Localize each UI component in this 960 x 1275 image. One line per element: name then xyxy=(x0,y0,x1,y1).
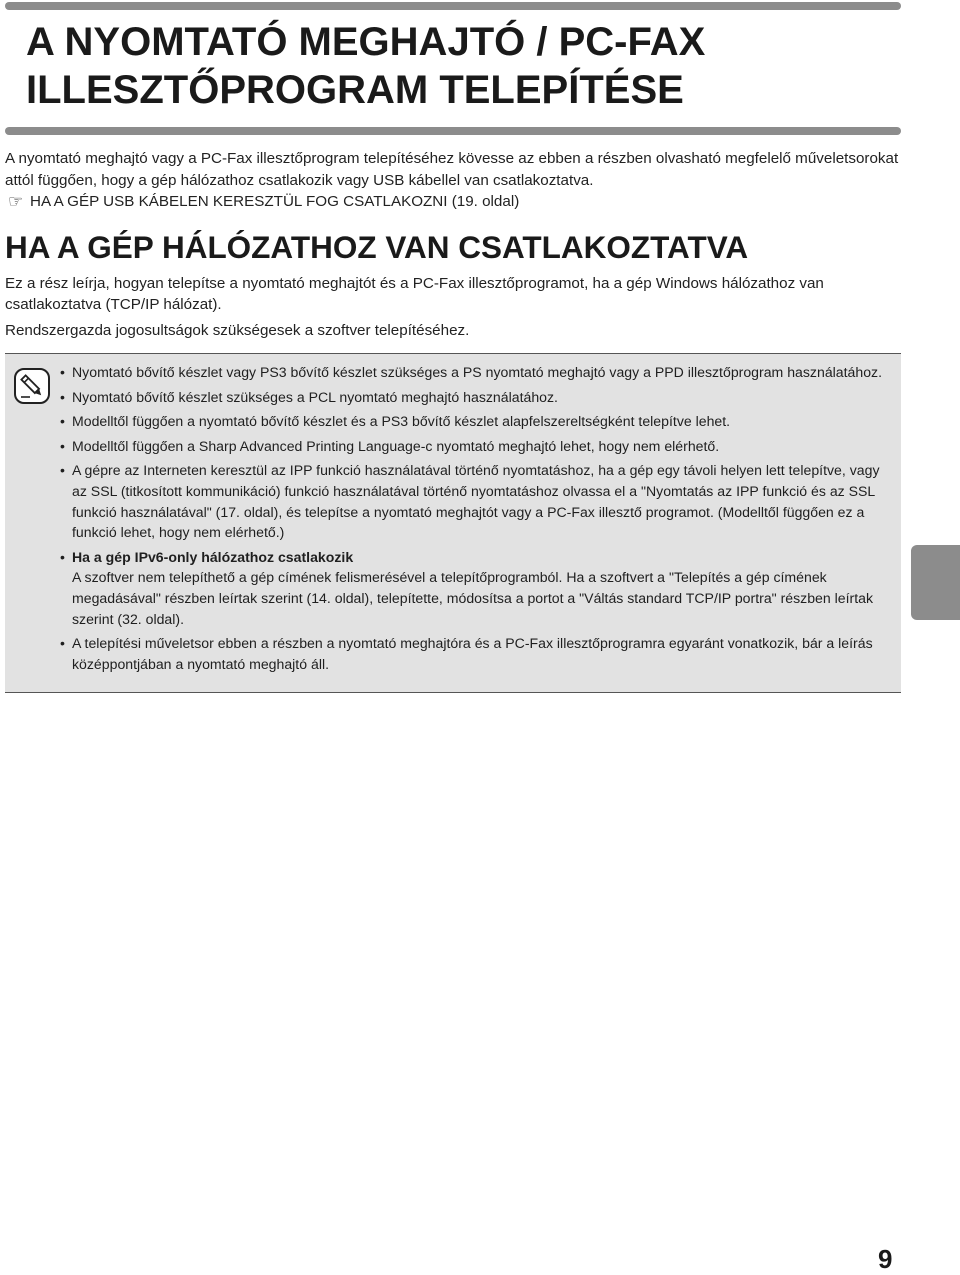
note-item xyxy=(60,547,895,629)
note-pencil-icon xyxy=(14,368,50,404)
note-item xyxy=(60,362,895,383)
page-title-line-2: ILLESZTŐPROGRAM TELEPÍTÉSE xyxy=(26,68,684,112)
bullet: • xyxy=(60,388,65,405)
note-item xyxy=(60,633,895,674)
note-item-text: Nyomtató bővítő készlet szükséges a PCL nyomtató meghajtó használatához. xyxy=(72,388,558,405)
note-item-text: Modelltől függően a nyomtató bővítő készlet és a PS3 bővítő készlet alapfelszereltségként telepítve lehet. xyxy=(72,413,731,430)
page-title-line-1: A NYOMTATÓ MEGHAJTÓ / PC-FAX xyxy=(26,20,706,64)
intro-paragraph: A nyomtató meghajtó vagy a PC-Fax illesztőprogram telepítéséhez kövesse az ebben a részben olvasható megfelelő műveletsorokat attól függően, hogy a gép hálózathoz csatlakozik vagy USB kábellel van csatlakoztatva. xyxy=(5,150,899,189)
cross-reference[interactable] xyxy=(5,191,900,213)
cross-reference-text[interactable]: HA A GÉP USB KÁBELEN KERESZTÜL FOG CSATLAKOZNI (19. oldal) xyxy=(30,193,520,210)
bullet: • xyxy=(60,548,65,565)
bullet: • xyxy=(60,635,65,652)
bullet: • xyxy=(60,437,65,454)
page-title xyxy=(26,18,705,114)
bullet: • xyxy=(60,462,65,479)
note-item xyxy=(60,387,895,408)
section-body xyxy=(5,274,900,348)
page-number: 9 xyxy=(878,1244,893,1274)
bullet: • xyxy=(60,364,65,380)
section-title: HA A GÉP HÁLÓZATHOZ VAN CSATLAKOZTATVA xyxy=(5,229,749,265)
intro-block xyxy=(5,148,900,213)
note-item-heading: Ha a gép IPv6-only hálózathoz csatlakozik xyxy=(72,548,354,565)
title-underline-rule xyxy=(5,127,901,135)
note-item xyxy=(60,436,895,457)
note-item xyxy=(60,460,895,542)
note-item xyxy=(60,411,895,432)
note-item-text: A gépre az Interneten keresztül az IPP funkció használatával történő nyomtatáshoz, ha a gép egy távoli helyen lett telepítve, vagy az SSL (titkosított kommunikáció) funkció használatával történő nyomtatáshoz olvassa el a "Nyomtatás az IPP funkció és az SSL funkció használatával" (17. oldal), és telepítse a nyomtató meghajtót vagy a PC-Fax illesztő programot. (Modelltől függően ez a funkció lehet, hogy nem elérhető.) xyxy=(72,462,880,541)
bullet: • xyxy=(60,413,65,430)
note-list xyxy=(60,362,895,678)
note-item-text: A telepítési műveletsor ebben a részben a nyomtató meghajtóra és a PC-Fax illesztőprogramra egyaránt vonatkozik, bár a leírás középpontjában a nyomtató meghajtó áll. xyxy=(72,635,873,672)
note-box xyxy=(5,353,901,693)
top-rule xyxy=(5,2,901,10)
chapter-side-tab xyxy=(911,545,960,620)
section-paragraph-1: Ez a rész leírja, hogyan telepítse a nyomtató meghajtót és a PC-Fax illesztőprogramot, ha a gép Windows hálózathoz van csatlakoztatva (TCP/IP hálózat). xyxy=(5,275,824,313)
pointing-hand-icon: ☞ xyxy=(8,192,24,211)
note-item-text: Nyomtató bővítő készlet vagy PS3 bővítő készlet szükséges a PS nyomtató meghajtó vagy a PPD illesztőprogram használatához. xyxy=(72,364,883,380)
note-item-text: Modelltől függően a Sharp Advanced Printing Language-c nyomtató meghajtó lehet, hogy nem elérhető. xyxy=(72,437,720,454)
note-item-text: A szoftver nem telepíthető a gép címének felismerésével a telepítőprogramból. Ha a szoftvert a "Telepítés a gép címének megadásával" részben leírtak szerint (14. oldal), telepítette, módosítsa a portot a "Váltás standard TCP/IP portra" részben leírtak szerint (32. oldal). xyxy=(72,569,874,627)
section-paragraph-2: Rendszergazda jogosultságok szükségesek a szoftver telepítéséhez. xyxy=(5,322,470,339)
